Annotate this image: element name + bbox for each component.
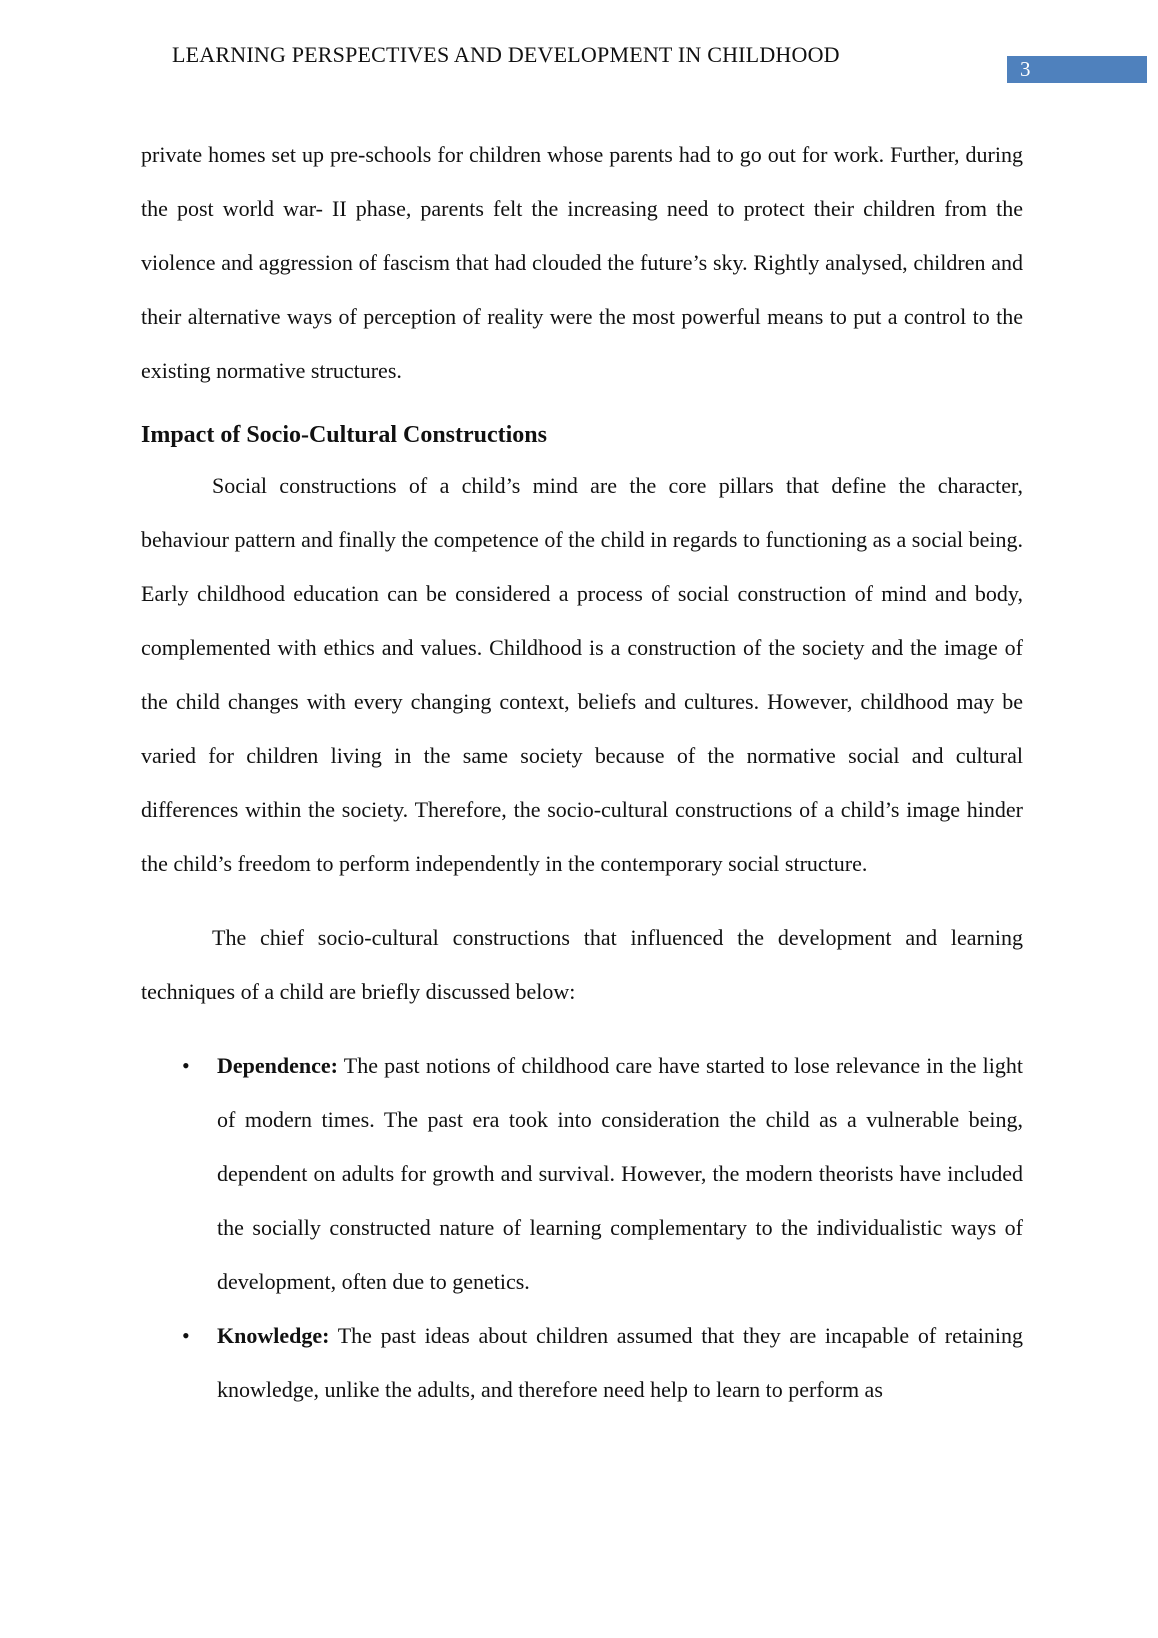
document-body [141,128,1023,1417]
list-item-text: The past notions of childhood care have started to lose relevance in the light of modern times. The past era took into consideration the child as a vulnerable being, dependent on adults for growth and survival. However, the modern theorists have included the socially constructed nature of learning complementary to the individualistic ways of development, often due to genetics. [217,1053,1023,1294]
paragraph-continued: private homes set up pre-schools for children whose parents had to go out for work. Further, during the post world war- II phase, parents felt the increasing need to protect their children from the violence and aggression of fascism that had clouded the future’s sky. Rightly analysed, children and their alternative ways of perception of reality were the most powerful means to put a control to the existing normative structures. [141,142,1023,383]
list-item-text: The past ideas about children assumed that they are incapable of retaining knowledge, unlike the adults, and therefore need help to learn to perform as [217,1323,1023,1402]
bullet-list [141,1039,1023,1417]
list-item [141,1309,1023,1417]
page-number: 3 [1007,56,1147,83]
running-head-title: LEARNING PERSPECTIVES AND DEVELOPMENT IN CHILDHOOD [172,42,840,67]
paragraph-list-intro: The chief socio-cultural constructions that influenced the development and learning techniques of a child are briefly discussed below: [141,925,1023,1004]
list-item-term: Dependence: [217,1053,338,1078]
bullet-icon: • [182,1323,190,1348]
paragraph-social-constructions: Social constructions of a child’s mind are the core pillars that define the character, behaviour pattern and finally the competence of the child in regards to functioning as a social being. Early childhood education can be considered a process of social construction of mind and body, complemented with ethics and values. Childhood is a construction of the society and the image of the child changes with every changing context, beliefs and cultures. However, childhood may be varied for children living in the same society because of the normative social and cultural differences within the society. Therefore, the socio-cultural constructions of a child’s image hinder the child’s freedom to perform independently in the contemporary social structure. [141,473,1023,876]
section-heading: Impact of Socio-Cultural Constructions [141,422,547,448]
list-item [141,1039,1023,1309]
bullet-icon: • [182,1053,190,1078]
list-item-term: Knowledge: [217,1323,330,1348]
